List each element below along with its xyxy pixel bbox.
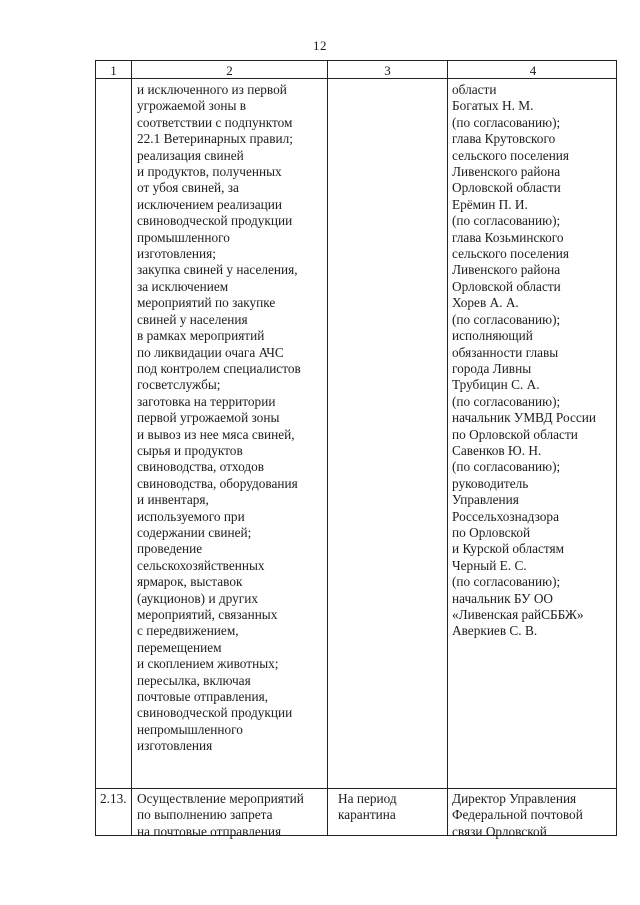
text-line: области (452, 82, 497, 97)
row-213-col3 (338, 791, 397, 824)
row-213-col4 (452, 791, 583, 840)
text-line: почтовые отправления, (137, 689, 269, 705)
text-line: изготовления; (137, 246, 216, 262)
text-line: начальник БУ ОО (452, 590, 554, 606)
text-line: и Курской областям (452, 541, 565, 557)
text-line: изготовления (137, 738, 213, 754)
text-line: под контролем специалистов (137, 360, 301, 376)
text-line: перемещением (137, 639, 222, 655)
header-col-4: 4 (529, 63, 537, 78)
text-line: «Ливенская райСББЖ» (452, 607, 584, 622)
continuation-col4 (452, 82, 596, 640)
text-line: используемого при (137, 508, 245, 524)
header-col-1: 1 (110, 63, 117, 78)
text-line: свиноводческой продукции (137, 213, 293, 229)
text-line: реализация свиней (137, 147, 244, 163)
text-line: связи Орловской (452, 823, 547, 839)
text-line: и скоплением животных; (137, 656, 279, 672)
continuation-col2 (137, 82, 301, 755)
text-line: по Орловской (452, 524, 531, 540)
text-line: сырья и продуктов (137, 442, 243, 458)
text-line: (по согласованию); (452, 393, 561, 409)
text-line: Аверкиев С. В. (452, 623, 538, 639)
text-line: промышленного (137, 229, 230, 245)
text-line: Черный Е. С. (452, 557, 527, 573)
text-line: угрожаемой зоны в (137, 98, 247, 114)
page-number: 12 (313, 38, 327, 53)
row-divider (96, 788, 616, 789)
text-line: Россельхознадзора (452, 508, 559, 524)
text-line: Хорев А. А. (452, 295, 519, 311)
text-line: содержании свиней; (137, 524, 252, 540)
text-line: Осуществление мероприятий (137, 791, 304, 806)
text-line: глава Козьминского (452, 229, 564, 245)
text-line: ярмарок, выставок (137, 574, 243, 590)
text-line: (по согласованию); (452, 459, 561, 475)
text-line: свиноводства, оборудования (137, 475, 298, 491)
text-line: соответствии с подпунктом (137, 114, 293, 130)
text-line: по Орловской области (452, 426, 578, 442)
text-line: Ливенского района (452, 164, 561, 180)
text-line: по ликвидации очага АЧС (137, 344, 284, 360)
text-line: заготовка на территории (137, 393, 276, 409)
text-line: начальник УМВД России (452, 410, 596, 426)
text-line: города Ливны (452, 360, 532, 376)
text-line: от убоя свиней, за (137, 180, 239, 196)
header-col-2: 2 (226, 63, 233, 78)
text-line: (по согласованию); (452, 311, 561, 327)
text-line: в рамках мероприятий (137, 328, 265, 344)
text-line: Директор Управления (452, 791, 577, 806)
row-number: 2.13. (100, 791, 127, 806)
text-line: свиней у населения (137, 311, 248, 327)
text-line: сельского поселения (452, 147, 570, 163)
text-line: 22.1 Ветеринарных правил; (137, 131, 293, 147)
text-line: и инвентаря, (137, 492, 209, 508)
header-col-3: 3 (384, 63, 391, 78)
document-table (95, 60, 617, 839)
text-line: госветслужбы; (137, 377, 221, 393)
text-line: Федеральной почтовой (452, 807, 583, 823)
text-line: Орловской области (452, 278, 561, 294)
text-line: на почтовые отправления (137, 823, 282, 839)
text-line: Управления (452, 492, 519, 508)
text-line: по выполнению запрета (137, 807, 273, 823)
column-divider (327, 61, 328, 835)
text-line: свиноводства, отходов (137, 459, 265, 475)
text-line: Ерёмин П. И. (452, 196, 528, 212)
text-line: руководитель (452, 475, 529, 491)
text-line: мероприятий, связанных (137, 607, 278, 622)
text-line: (по согласованию); (452, 574, 561, 590)
text-line: сельского поселения (452, 246, 570, 262)
text-line: закупка свиней у населения, (137, 262, 298, 278)
row-213-col2 (137, 791, 304, 840)
text-line: с передвижением, (137, 623, 239, 639)
text-line: Трубицин С. А. (452, 377, 540, 393)
text-line: и вывоз из нее мяса свиней, (137, 426, 295, 442)
text-line: и продуктов, полученных (137, 164, 282, 180)
text-line: за исключением (137, 278, 229, 294)
text-line: Орловской области (452, 180, 561, 196)
column-divider (131, 61, 132, 835)
text-line: сельскохозяйственных (137, 557, 265, 573)
text-line: проведение (137, 541, 203, 557)
text-line: Ливенского района (452, 262, 561, 278)
text-line: Богатых Н. М. (452, 98, 534, 114)
text-line: непромышленного (137, 721, 243, 737)
text-line: Савенков Ю. Н. (452, 442, 542, 458)
text-line: мероприятий по закупке (137, 295, 276, 311)
text-line: (по согласованию); (452, 213, 561, 229)
text-line: На период (338, 791, 397, 806)
text-line: исполняющий (452, 328, 533, 344)
text-line: пересылка, включая (137, 672, 251, 688)
text-line: исключением реализации (137, 196, 282, 212)
text-line: (аукционов) и других (137, 590, 258, 606)
text-line: обязанности главы (452, 344, 559, 360)
text-line: свиноводческой продукции (137, 705, 293, 721)
text-line: (по согласованию); (452, 114, 561, 130)
column-divider (447, 61, 448, 835)
text-line: карантина (338, 807, 396, 823)
text-line: и исключенного из первой (137, 82, 287, 97)
text-line: глава Крутовского (452, 131, 556, 147)
text-line: первой угрожаемой зоны (137, 410, 280, 426)
